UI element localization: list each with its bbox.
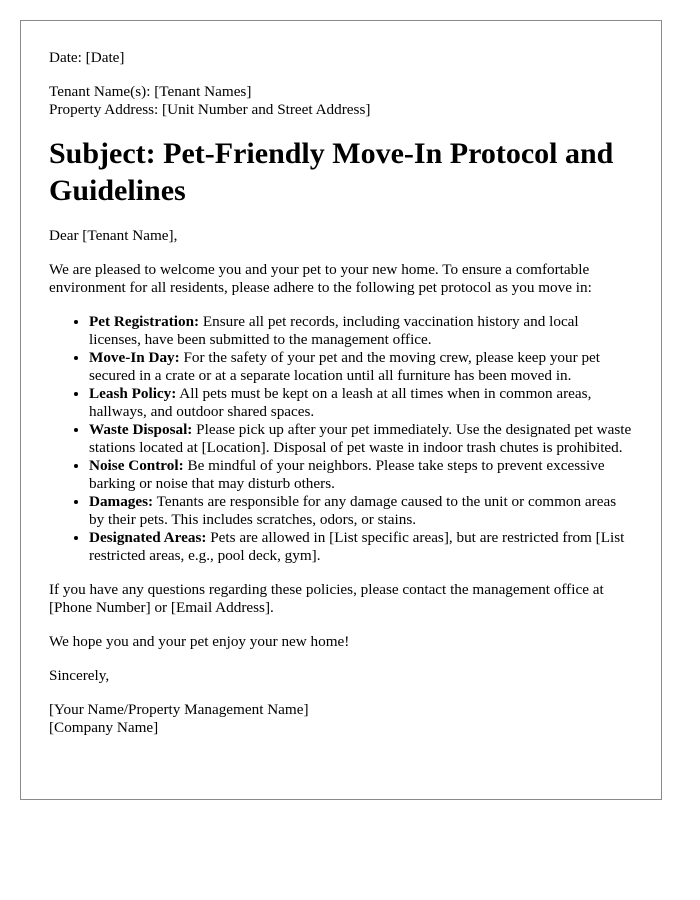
- salutation: Dear [Tenant Name],: [49, 227, 178, 244]
- list-item: [89, 529, 633, 565]
- list-item: [89, 385, 633, 421]
- tenant-address-block: [49, 83, 633, 119]
- list-item-title: Noise Control:: [89, 457, 184, 474]
- contact-paragraph: If you have any questions regarding these policies, please contact the management office at [Phone Number] or [Email Address].: [49, 581, 604, 616]
- list-item-text: Pets are allowed in [List specific areas], but are restricted from [List restricted areas, e.g., pool deck, gym].: [89, 529, 625, 564]
- list-item: [89, 493, 633, 529]
- list-item-text: Ensure all pet records, including vaccination history and local licenses, have been submitted to the management office.: [89, 313, 579, 348]
- property-address-line: Property Address: [Unit Number and Street Address]: [49, 101, 371, 118]
- list-item-title: Damages:: [89, 493, 154, 510]
- sign-off: Sincerely,: [49, 667, 110, 684]
- intro-paragraph: We are pleased to welcome you and your pet to your new home. To ensure a comfortable environment for all residents, please adhere to the following pet protocol as you move in:: [49, 261, 592, 296]
- closing-wish: We hope you and your pet enjoy your new home!: [49, 633, 350, 650]
- list-item: [89, 457, 633, 493]
- signer-name: [Your Name/Property Management Name]: [49, 701, 309, 718]
- signature-block: [49, 701, 633, 737]
- tenant-names-line: Tenant Name(s): [Tenant Names]: [49, 83, 252, 100]
- list-item-text: Be mindful of your neighbors. Please take steps to prevent excessive barking or noise that may disturb others.: [89, 457, 605, 492]
- list-item-text: All pets must be kept on a leash at all times when in common areas, hallways, and outdoor shared spaces.: [89, 385, 592, 420]
- list-item-text: Tenants are responsible for any damage caused to the unit or common areas by their pets. This includes scratches, odors, or stains.: [89, 493, 617, 528]
- list-item-text: For the safety of your pet and the moving crew, please keep your pet secured in a crate or at a separate location until all furniture has been moved in.: [89, 349, 601, 384]
- list-item-title: Designated Areas:: [89, 529, 207, 546]
- list-item-title: Waste Disposal:: [89, 421, 193, 438]
- list-item-title: Leash Policy:: [89, 385, 177, 402]
- list-item: [89, 313, 633, 349]
- letter: [20, 20, 662, 800]
- list-item-title: Pet Registration:: [89, 313, 200, 330]
- date-line: Date: [Date]: [49, 49, 125, 66]
- list-item-text: Please pick up after your pet immediately. Use the designated pet waste stations located at [Location]. Disposal of pet waste in indoor trash chutes is prohibited.: [89, 421, 632, 456]
- pet-protocol-list: [49, 313, 633, 565]
- list-item: [89, 349, 633, 385]
- subject-heading: Subject: Pet-Friendly Move-In Protocol and Guidelines: [49, 137, 614, 207]
- company-name: [Company Name]: [49, 719, 159, 736]
- list-item: [89, 421, 633, 457]
- list-item-title: Move-In Day:: [89, 349, 180, 366]
